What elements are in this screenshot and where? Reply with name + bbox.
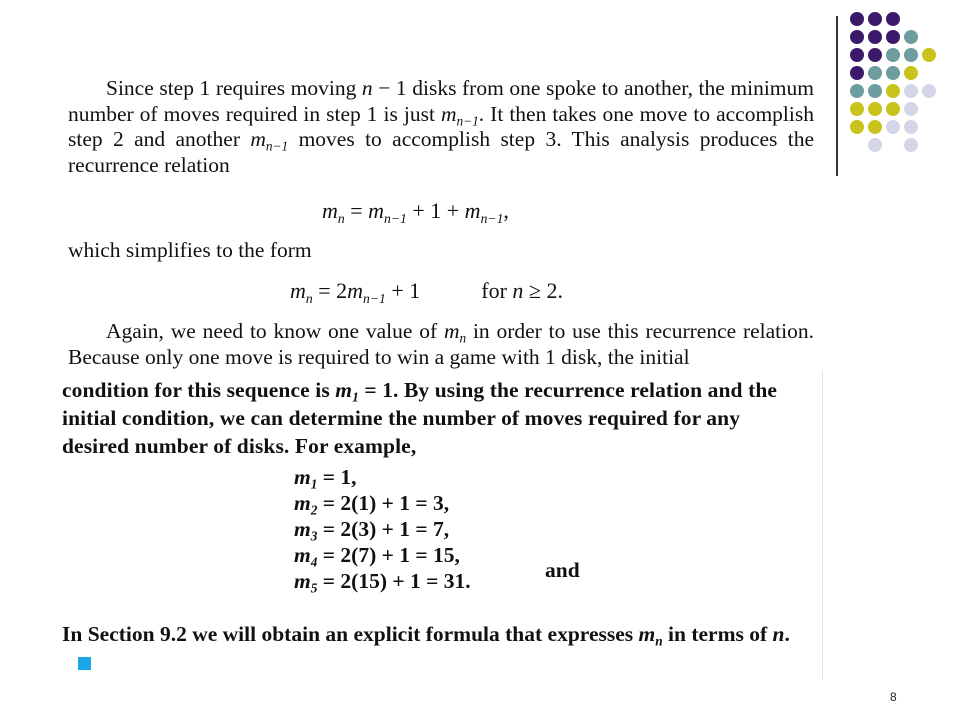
eq-condition-label: for — [481, 278, 513, 303]
decorative-dot-icon — [904, 30, 918, 44]
subscript: 5 — [310, 580, 318, 596]
var-m: m — [250, 127, 266, 151]
decorative-dot-icon — [868, 66, 882, 80]
para2-text-2: in order to use this recurrence relation. Because only one move is required to win a game with 1 disk, the initial — [68, 319, 814, 369]
subscript: n−1 — [456, 113, 479, 129]
decorative-dot-icon — [904, 138, 918, 152]
closing-text-2: in terms of — [662, 622, 773, 646]
decorative-dot-icon — [922, 48, 936, 62]
para3-text-1: condition for this sequence is — [62, 378, 336, 402]
closing-text-3: . — [784, 622, 790, 646]
subscript: n — [305, 290, 313, 306]
eq-punct: , — [503, 198, 509, 223]
paragraph-step-analysis — [68, 76, 814, 178]
para1-text-3: . It then takes one move to accomplish step 2 and another — [68, 101, 814, 151]
decorative-dot-icon — [868, 84, 882, 98]
var-n: n — [512, 278, 524, 303]
example-row: $m_2 = 2(1) + 1 = 3$, — [294, 491, 450, 518]
decorative-dot-icon — [850, 102, 864, 116]
example-value: = 1, — [317, 465, 357, 489]
eq-operator: + 1 + — [406, 198, 465, 223]
decorative-dot-icon — [886, 48, 900, 62]
decorative-dot-icon — [886, 66, 900, 80]
subscript: 3 — [310, 528, 318, 544]
decorative-dot-icon — [850, 48, 864, 62]
paragraph-closing: In Section 9.2 we will obtain an explicit formula that expresses $m_n$ in terms of n. — [62, 620, 812, 676]
decorative-dot-icon — [904, 102, 918, 116]
decorative-dot-icon — [850, 120, 864, 134]
decorative-dot-icon — [886, 102, 900, 116]
para3-text-2: = 1. By using the recurrence relation and the initial condition, we can determine the number of moves required for any desired number of disks. For example, — [62, 378, 778, 458]
decorative-dot-icon — [904, 120, 918, 134]
decorative-dot-icon — [904, 84, 918, 98]
subscript: n−1 — [265, 138, 289, 154]
para2-text-1: Again, we need to know one value of — [106, 319, 444, 343]
decorative-dot-icon — [886, 12, 900, 26]
subscript: n — [337, 210, 345, 226]
subscript: n — [655, 633, 663, 649]
eq-operator: = — [344, 198, 369, 223]
subscript: 1 — [310, 476, 318, 492]
scanned-excerpt — [62, 370, 823, 680]
subscript: 2 — [310, 502, 318, 518]
para1-text-1: Since step 1 requires moving — [106, 76, 362, 100]
var-m: m — [440, 101, 457, 126]
equation-simplified: $m_n = 2m_{n-1} + 1$ for n ≥ 2. — [290, 278, 563, 306]
paragraph-simplifies — [68, 238, 814, 264]
subscript: n — [459, 330, 467, 346]
eq-condition-rest: ≥ 2. — [523, 278, 563, 303]
example-list — [294, 464, 471, 594]
decorative-dot-icon — [868, 12, 882, 26]
decorative-dot-icon — [868, 102, 882, 116]
subscript: n−1 — [480, 210, 504, 226]
var-n: n — [772, 622, 785, 646]
decorative-dot-icon — [868, 138, 882, 152]
para1-text-2: − 1 disks from one spoke to another, the minimum number of moves required in step 1 is just — [68, 76, 814, 126]
decorative-dot-icon — [850, 66, 864, 80]
decorative-dot-grid — [850, 12, 958, 162]
example-value: = 2(3) + 1 = 7, — [317, 517, 450, 541]
paragraph-initial-value: Again, we need to know one value of $m_n$ in order to use this recurrence relation. Because only one move is required to win a game with 1 disk, the initial — [68, 319, 814, 369]
simplifies-text: which simplifies to the form — [68, 238, 312, 262]
subscript: n−1 — [384, 210, 407, 226]
closing-text-1: In Section 9.2 we will obtain an explicit formula that expresses — [62, 622, 639, 646]
decorative-dot-icon — [868, 48, 882, 62]
decorative-dot-icon — [886, 84, 900, 98]
var-n: n — [361, 76, 373, 100]
qed-square-icon — [78, 657, 91, 670]
decorative-dot-icon — [868, 30, 882, 44]
decorative-dot-icon — [850, 12, 864, 26]
decorative-dot-icon — [886, 30, 900, 44]
decorative-dot-icon — [850, 30, 864, 44]
eq-operator: = 2 — [312, 278, 348, 303]
example-value: = 2(15) + 1 = 31. — [317, 569, 471, 593]
decorative-dot-icon — [922, 84, 936, 98]
page-number: 8 — [890, 690, 897, 704]
equation-recurrence: $m_n = m_{n-1} + 1 + m_{n-1}$, — [322, 198, 509, 226]
example-row: $m_1 = 1$, — [294, 465, 357, 492]
subscript: n−1 — [363, 290, 386, 306]
example-row: $m_4 = 2(7) + 1 = 15$, — [294, 543, 460, 570]
para1-text-4: moves to accomplish step 3. This analysis produces the recurrence relation — [68, 127, 814, 177]
example-row: $m_3 = 2(3) + 1 = 7$, — [294, 517, 450, 544]
decorative-dot-icon — [886, 120, 900, 134]
and-word: and — [545, 558, 580, 582]
eq-operator: + 1 — [385, 278, 421, 303]
decorative-vertical-rule — [836, 16, 838, 176]
example-value: = 2(7) + 1 = 15, — [317, 543, 460, 567]
subscript: 1 — [352, 389, 359, 405]
example-row: $m_5 = 2(15) + 1 = 31$. — [294, 569, 471, 596]
decorative-dot-icon — [868, 120, 882, 134]
decorative-dot-icon — [904, 48, 918, 62]
decorative-dot-icon — [850, 84, 864, 98]
subscript: 4 — [310, 554, 318, 570]
decorative-dot-icon — [904, 66, 918, 80]
paragraph-initial-condition: condition for this sequence is $m_1 = 1$. By using the recurrence relation and the initial condition, we can determine the number of moves required for any desired number of disks. For example, — [62, 378, 778, 458]
example-value: = 2(1) + 1 = 3, — [317, 491, 450, 515]
